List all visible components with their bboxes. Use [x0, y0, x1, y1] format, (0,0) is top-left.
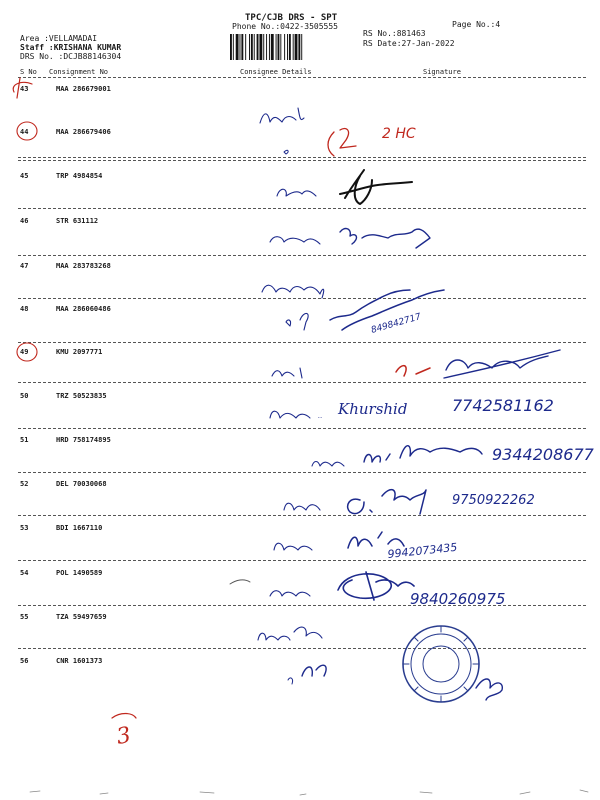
- row-sno: 48: [20, 305, 29, 313]
- page-number: Page No.:4: [452, 20, 501, 29]
- stamp-seal: [403, 626, 479, 702]
- handwritten-phone-50: 7742581162: [452, 396, 554, 415]
- row-consignment: MAA 283783268: [56, 262, 111, 270]
- row-consignment: KMU 2097771: [56, 348, 103, 356]
- signature-51: [312, 462, 344, 467]
- row-consignment: DEL 70030068: [56, 480, 107, 488]
- signature-52: [284, 503, 320, 510]
- signature-53: [274, 543, 312, 550]
- red-note-43: [328, 128, 356, 156]
- rs-number: RS No.:881463: [363, 29, 426, 38]
- row-consignment: STR 631112: [56, 217, 99, 225]
- column-header-signature: Signature: [423, 68, 461, 76]
- signature-54: [270, 591, 310, 596]
- row-sno: 46: [20, 217, 29, 225]
- signature-50: [270, 411, 310, 418]
- row-sno: 56: [20, 657, 29, 665]
- row-sno: 50: [20, 392, 29, 400]
- row-consignment: TRP 4984854: [56, 172, 103, 180]
- scan-noise: [30, 790, 588, 795]
- area-label: Area :VELLAMADAI: [20, 34, 98, 43]
- red-mark-43: [13, 78, 32, 98]
- column-header-sno: S No: [20, 68, 37, 76]
- rs-date: RS Date:27-Jan-2022: [363, 39, 455, 48]
- phone-number: Phone No.:0422-3505555: [232, 22, 338, 31]
- row-consignment: TZA 59497659: [56, 613, 107, 621]
- signature-55: [258, 627, 322, 640]
- margin-scribble: [230, 580, 250, 584]
- red-circle-44: [17, 122, 37, 140]
- handwritten-name-50: Khurshid: [338, 400, 408, 418]
- handwritten-phone-51: 9344208677: [492, 445, 594, 464]
- handwritten-phone-53: 9942073435: [386, 540, 458, 561]
- row-sno: 49: [20, 348, 29, 356]
- row-sno: 51: [20, 436, 29, 444]
- row-sno: 55: [20, 613, 29, 621]
- row-sno: 47: [20, 262, 29, 270]
- signature-43: [260, 108, 304, 123]
- signature-46: [270, 237, 320, 244]
- row-consignment: MAA 286060486: [56, 305, 111, 313]
- handwritten-phone-52: 9750922262: [452, 493, 535, 508]
- red-note-text: 2 HC: [382, 126, 416, 142]
- row-sno: 54: [20, 569, 29, 577]
- row-consignment: CNR 1601373: [56, 657, 103, 665]
- row-sno: 53: [20, 524, 29, 532]
- staff-label: Staff :KRISHANA KUMAR: [20, 43, 122, 52]
- red-scribble-49: [396, 366, 430, 376]
- column-header-consignment: Consignment No: [49, 68, 109, 76]
- row-sno: 43: [20, 85, 29, 93]
- row-consignment: MAA 286679406: [56, 128, 111, 136]
- signature-45: [277, 189, 316, 196]
- row-consignment: MAA 286679001: [56, 85, 111, 93]
- svg-text:..: ..: [318, 412, 323, 420]
- row-sno: 44: [20, 128, 29, 136]
- row-consignment: HRD 758174895: [56, 436, 111, 444]
- drs-number: DRS No. :DCJB88146304: [20, 52, 122, 61]
- signature-47: [262, 285, 324, 298]
- red-page-mark: 3: [114, 722, 133, 750]
- row-consignment: BDI 1667110: [56, 524, 103, 532]
- row-sno: 45: [20, 172, 29, 180]
- column-header-consignee: Consignee Details: [240, 68, 312, 76]
- row-consignment: TRZ 50523835: [56, 392, 107, 400]
- handwritten-phone-54: 9840260975: [410, 590, 506, 608]
- signature-49: [272, 368, 302, 378]
- red-circle-49: [17, 343, 37, 361]
- row-consignment: POL 1490589: [56, 569, 103, 577]
- signature-56: [476, 679, 502, 700]
- document-title: TPC/CJB DRS - SPT: [245, 13, 338, 23]
- svg-text:849842717: 849842717: [370, 312, 423, 336]
- row-sno: 52: [20, 480, 29, 488]
